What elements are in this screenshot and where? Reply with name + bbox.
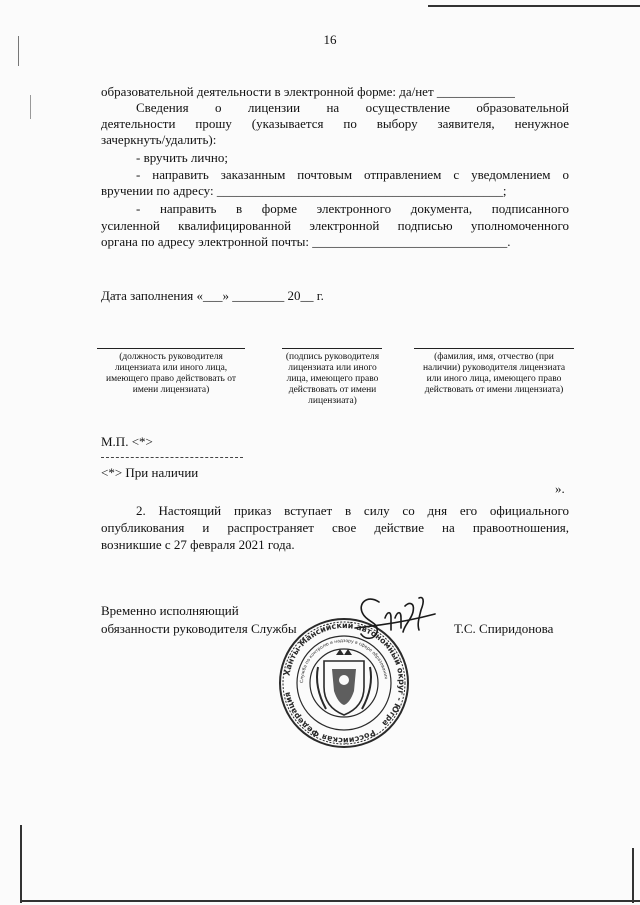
- order-line: возникшие с 27 февраля 2021 года.: [101, 537, 295, 552]
- signature-rule-position: [97, 348, 245, 349]
- seal-outer-text: Ханты-Мансийский автономный округ - Югра: [282, 620, 407, 729]
- footnote: <*> При наличии: [101, 465, 199, 480]
- body-line: - направить в форме электронного документа, подписанного: [136, 201, 569, 216]
- signature-caption-position: (должность руководителя лицензиата или иного лица, имеющего право действовать от имени лицензиата): [106, 352, 236, 395]
- signature-rule-name: [414, 348, 574, 349]
- body-line: деятельности прошу (указывается по выбору заявителя, ненужное: [101, 116, 569, 131]
- closing-quote: ».: [555, 481, 565, 496]
- body-line: вручении по адресу: ____________________________________________;: [101, 183, 507, 198]
- body-line: образовательной деятельности в электронной форме: да/нет ____________: [101, 84, 515, 99]
- footnote-separator: [101, 457, 243, 458]
- seal-inner-text: Служба по контролю и надзору в сфере образования: [299, 638, 388, 684]
- body-line: Сведения о лицензии на осуществление образовательной: [136, 100, 569, 115]
- scan-right-edge-line: [632, 848, 634, 903]
- date-line: Дата заполнения «___» ________ 20__ г.: [101, 288, 324, 303]
- coat-of-arms-icon: [317, 649, 371, 715]
- signatory-name: Т.С. Спиридонова: [454, 621, 554, 636]
- seal-outer-text: Российская Федерация: [282, 691, 377, 746]
- signature-caption-name: (фамилия, имя, отчество (при наличии) руководителя лицензиата или иного лица, имеющего право действовать от имени лицензиата): [422, 352, 566, 395]
- scan-left-mark: [30, 95, 31, 119]
- scan-bottom-edge-line: [20, 900, 640, 902]
- body-line: зачеркнуть/удалить):: [101, 132, 217, 147]
- body-line: - вручить лично;: [136, 150, 228, 165]
- scan-top-edge-line: [428, 5, 640, 7]
- signatory-title: Временно исполняющий: [101, 603, 239, 618]
- svg-text:Российская Федерация: [283, 691, 377, 745]
- order-line: опубликования и распространяет свое действие на правоотношения,: [101, 520, 569, 535]
- order-line: 2. Настоящий приказ вступает в силу со дня его официального: [136, 503, 569, 518]
- body-line: усиленной квалифицированной электронной подписью уполномоченного: [101, 218, 569, 233]
- page-number: 16: [323, 32, 337, 47]
- signatory-title: обязанности руководителя Службы: [101, 621, 297, 636]
- body-line: органа по адресу электронной почты: ______________________________.: [101, 234, 511, 249]
- signature-rule-signature: [282, 348, 382, 349]
- scan-left-edge-line: [20, 825, 22, 903]
- signature-caption-signature: (подпись руководителя лицензиата или иного лица, имеющего право действовать от имени лицензиата): [285, 352, 380, 406]
- seal-place-label: М.П. <*>: [101, 434, 153, 449]
- handwritten-signature: [335, 588, 445, 648]
- body-line: - направить заказанным почтовым отправлением с уведомлением о: [136, 167, 569, 182]
